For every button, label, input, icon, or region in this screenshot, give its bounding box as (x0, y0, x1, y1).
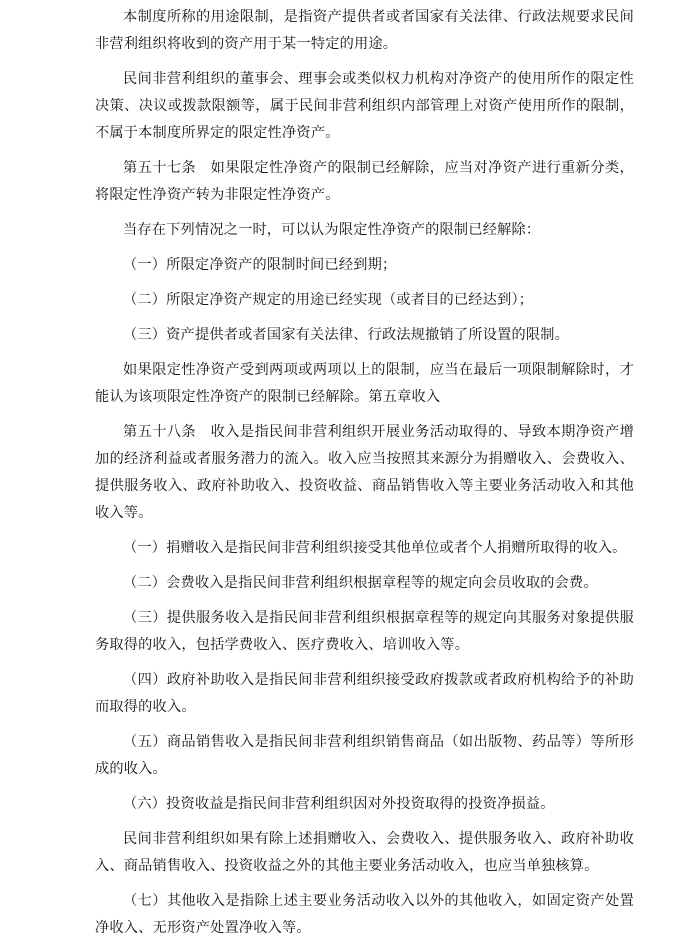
paragraph-purpose-restriction: 本制度所称的用途限制，是指资产提供者或者国家有关法律、行政法规要求民间非营利组织将收到的资产用于某一特定的用途。 (95, 9, 634, 52)
list-item: （五）商品销售收入是指民间非营利组织销售商品（如出版物、药品等）等所形成的收入。 (95, 734, 634, 777)
paragraph-multiple-restrictions: 如果限定性净资产受到两项或两项以上的限制，应当在最后一项限制解除时，才能认为该项限定性净资产的限制已经解除。第五章收入 (95, 362, 634, 405)
article-57: 第五十七条 如果限定性净资产的限制已经解除，应当对净资产进行重新分类，将限定性净资产转为非限定性净资产。 (95, 160, 634, 203)
list-item: （七）其他收入是指除上述主要业务活动收入以外的其他收入，如固定资产处置净收入、无形资产处置净收入等。 (95, 893, 634, 936)
list-item: （二）所限定净资产规定的用途已经实现（或者目的已经达到）； (123, 292, 534, 308)
list-item: （二）会费收入是指民间非营利组织根据章程等的规定向会员收取的会费。 (123, 575, 598, 591)
list-item: （六）投资收益是指民间非营利组织因对外投资取得的投资净损益。 (123, 796, 555, 812)
article-58: 第五十八条 收入是指民间非营利组织开展业务活动取得的、导致本期净资产增加的经济利益或者服务潜力的流入。收入应当按照其来源分为捐赠收入、会费收入、提供服务收入、政府补助收入、投资收益、商品销售收入等主要业务活动收入和其他收入等。 (95, 424, 634, 521)
list-item: （四）政府补助收入是指民间非营利组织接受政府拨款或者政府机构给予的补助而取得的收入。 (95, 672, 634, 715)
paragraph-other-main-income: 民间非营利组织如果有除上述捐赠收入、会费收入、提供服务收入、政府补助收入、商品销售收入、投资收益之外的其他主要业务活动收入，也应当单独核算。 (95, 831, 634, 874)
list-item: （三）资产提供者或者国家有关法律、行政法规撤销了所设置的限制。 (123, 327, 570, 343)
list-item: （三）提供服务收入是指民间非营利组织根据章程等的规定向其服务对象提供服务取得的收入，包括学费收入、医疗费收入、培训收入等。 (95, 610, 634, 653)
list-item: （一）所限定净资产的限制时间已经到期； (123, 257, 397, 273)
list-item: （一）捐赠收入是指民间非营利组织接受其他单位或者个人捐赠所取得的收入。 (123, 540, 627, 556)
paragraph-release-conditions: 当存在下列情况之一时，可以认为限定性净资产的限制已经解除： (123, 222, 541, 238)
paragraph-board-restriction: 民间非营利组织的董事会、理事会或类似权力机构对净资产的使用所作的限定性决策、决议或拨款限额等，属于民间非营利组织内部管理上对资产使用所作的限制，不属于本制度所界定的限定性净资产。 (95, 71, 634, 141)
